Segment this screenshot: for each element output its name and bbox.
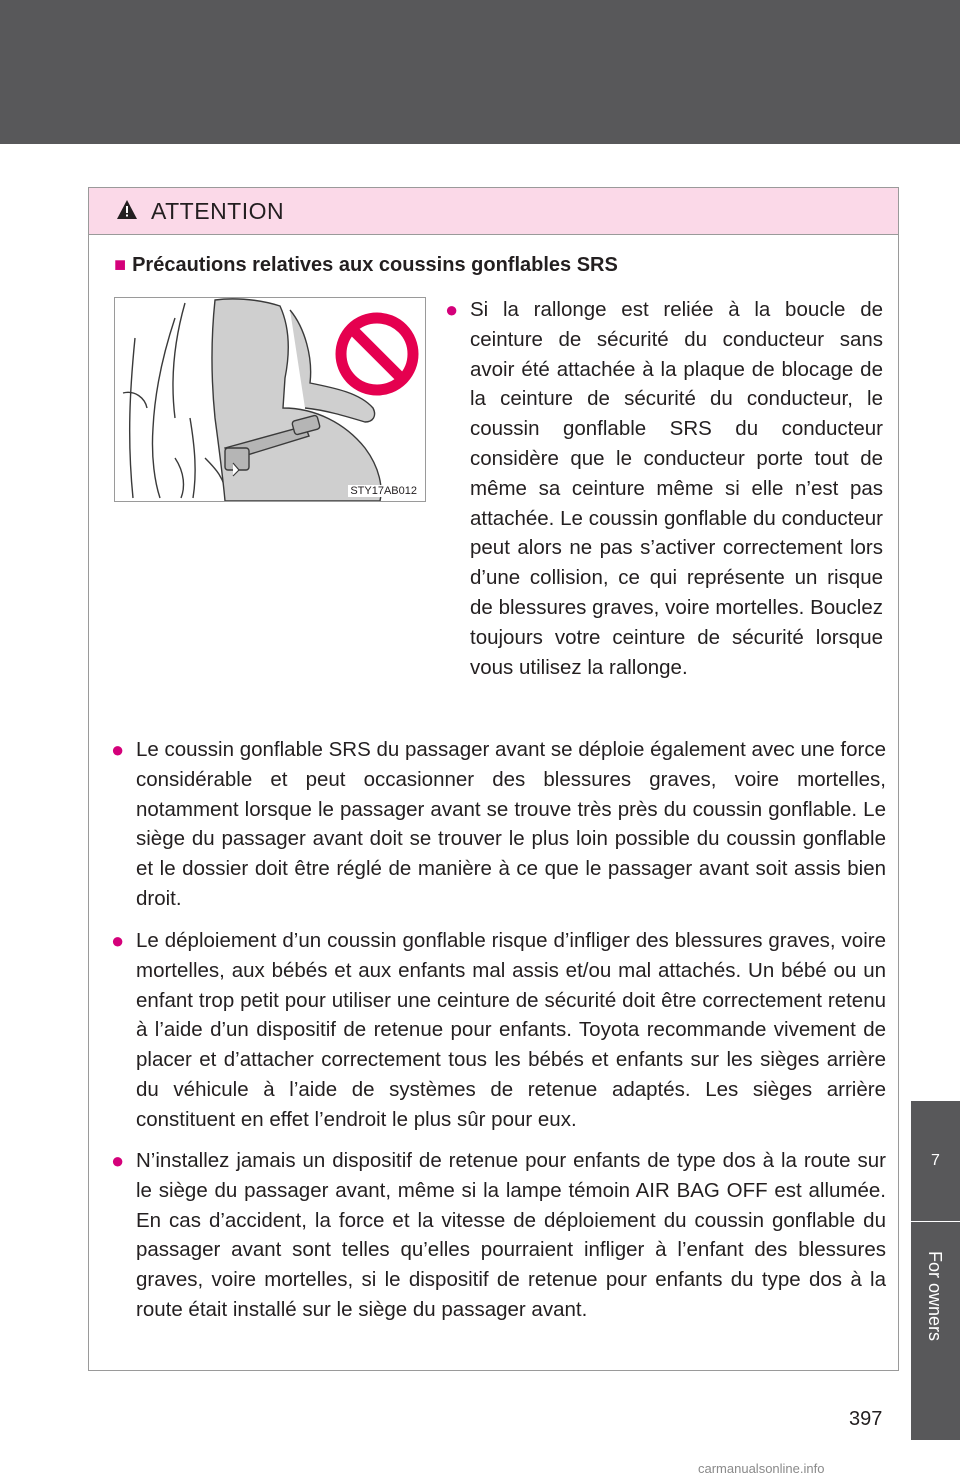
driver-seatbelt-drawing (115, 298, 425, 501)
seatbelt-extender-illustration (114, 297, 426, 502)
chapter-number: 7 (911, 1101, 960, 1222)
bullet-passenger-position (111, 735, 886, 914)
page-number: 397 (849, 1408, 883, 1430)
top-header-band (0, 0, 960, 144)
bullet-text: Si la rallonge est reliée à la boucle de ceinture de sécurité du conducteur sans avoir été attachée à la plaque de blocage de la ceinture de sécurité du conducteur, le coussin gonflable SRS du conducteur considère que le conducteur porte tout de même sa ceinture même si elle n’est pas attachée. Le coussin gonflable du conducteur peut alors ne pas s’activer correctement lors d’une collision, ce qui représente un risque de blessures graves, voire mortelles. Bouclez toujours votre ceinture de sécurité lorsque vous utilisez la rallonge. (470, 298, 883, 679)
watermark-text: carmanualsonline.info (698, 1461, 825, 1476)
bullet-dot: ● (111, 928, 125, 953)
bullet-extender-warning (445, 295, 883, 682)
section-label: For owners (925, 1251, 945, 1342)
warning-triangle-icon (116, 199, 138, 221)
bullet-text: N’installez jamais un dispositif de retenue pour enfants de type dos à la route sur le siège du passager avant, même si la lampe témoin AIR BAG OFF est allumée. En cas d’accident, la force et la vitesse de déploiement du coussin gonflable du passager avant sont telles qu’elles pourraient infliger à l’enfant des blessures graves, voire mortelles, si le dispositif de retenue pour enfants du type dos à la route était installé sur le siège du passager avant. (136, 1149, 886, 1321)
chapter-side-tab[interactable] (911, 1101, 960, 1440)
bullet-rear-facing-seat (111, 1146, 886, 1325)
bullet-text: Le coussin gonflable SRS du passager avant se déploie également avec une force considérable et peut occasionner des blessures graves, voire mortelles, notamment lorsque le passager avant se trouve très près du coussin gonflable. Le siège du passager avant doit se trouver le plus loin possible du coussin gonflable et le dossier doit être réglé de manière à ce que le passager avant soit assis bien droit. (136, 738, 886, 910)
bullet-dot: ● (445, 297, 459, 322)
prohibition-sign (341, 318, 413, 390)
bullet-children-restraint (111, 926, 886, 1135)
bullet-dot: ● (111, 737, 125, 762)
figure-code: STY17AB012 (350, 485, 417, 497)
warning-title: ATTENTION (151, 198, 285, 224)
bullet-dot: ● (111, 1148, 125, 1173)
warning-box (88, 187, 899, 1371)
bullet-text: Le déploiement d’un coussin gonflable risque d’infliger des blessures graves, voire mortelles, aux bébés et aux enfants mal assis et/ou mal attachés. Un bébé ou un enfant trop petit pour utiliser une ceinture de sécurité doit être correctement retenu à l’aide d’un dispositif de retenue pour enfants. Toyota recommande vivement de placer et d’attacher correctement tous les bébés et enfants sur les sièges arrière du véhicule à l’aide de systèmes de retenue adaptés. Les sièges arrière constituent en effet l’endroit le plus sûr pour eux. (136, 929, 886, 1131)
subheading-square-marker: ■ (114, 254, 127, 276)
section-subheading (114, 254, 618, 277)
subheading-text: Précautions relatives aux coussins gonflables SRS (132, 254, 618, 276)
warning-header (89, 188, 898, 235)
